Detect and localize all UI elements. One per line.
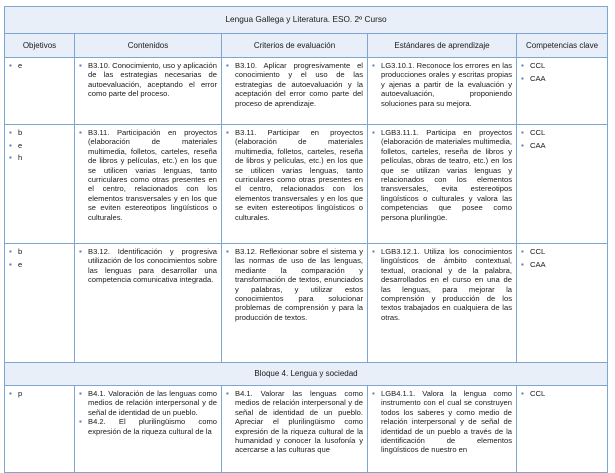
criterios-cell: [222, 244, 368, 363]
header-competencias: Competencias clave: [517, 34, 608, 58]
objetivos-cell: [5, 386, 75, 473]
bullet-icon: ▪: [521, 259, 524, 269]
bullet-icon: ▪: [9, 247, 12, 256]
list-item: ▪ CCL: [521, 389, 603, 402]
bullet-icon: ▪: [9, 259, 12, 269]
list-item: ▪ b: [9, 247, 70, 260]
block-title: Bloque 4. Lengua y sociedad: [5, 363, 608, 386]
list-item: ▪ B4.2. El plurilingüismo como expresión de la riqueza cultural de la: [79, 417, 217, 436]
block-row: [5, 363, 608, 386]
bullet-icon: ▪: [226, 247, 229, 256]
bullet-icon: ▪: [521, 247, 524, 256]
list-item: ▪ LGB3.11.1. Participa en proyectos (elaboración de materiales multimedia, folletos, carteles, reseña de libros y películas, obras de teatro, etc.) en los que se utilizan varias lenguas y relacionados con los elementos transversales, evita estereotipos lingüísticos o culturales y valora las competencias que posee como persona plurilingüe.: [372, 128, 512, 222]
list-item: ▪ h: [9, 153, 70, 166]
list-item: ▪ LGB4.1.1. Valora la lengua como instrumento con el cual se construyen todos los saberes y como medio de relación interpersonal y de señal de identidad de un pueblo a través de la identificación de elementos lingüísticos de nuestro en: [372, 389, 512, 455]
header-row: [5, 34, 608, 58]
bullet-icon: ▪: [9, 153, 12, 162]
bullet-icon: ▪: [521, 140, 524, 150]
competencias-cell: [517, 244, 608, 363]
bullet-icon: ▪: [9, 389, 12, 398]
objetivos-cell: [5, 125, 75, 244]
list-item: ▪ e: [9, 260, 70, 273]
bullet-icon: ▪: [372, 61, 375, 70]
table-title: Lengua Gallega y Literatura. ESO. 2º Curso: [5, 7, 608, 34]
list-item: ▪ e: [9, 61, 70, 74]
estandares-cell: [368, 125, 517, 244]
bullet-icon: ▪: [9, 128, 12, 137]
estandares-cell: [368, 58, 517, 125]
bullet-icon: ▪: [79, 389, 82, 398]
list-item: ▪ B3.11. Participar en proyectos (elaboración de materiales multimedia, folletos, carteles, reseña de libros y películas, etc.) en los que se utilicen varias lenguas, tanto curriculares como otras presentes en el centro, relacionados con los elementos transversales y en los que se eviten estereotipos lingüísticos o culturales.: [226, 128, 363, 222]
bullet-icon: ▪: [521, 73, 524, 83]
bullet-icon: ▪: [9, 140, 12, 150]
header-objetivos: Objetivos: [5, 34, 75, 58]
list-item: ▪ CAA: [521, 141, 603, 154]
title-row: [5, 7, 608, 34]
bullet-icon: ▪: [79, 61, 82, 70]
bullet-icon: ▪: [226, 389, 229, 398]
bullet-icon: ▪: [79, 247, 82, 256]
list-item: ▪ B3.12. Identificación y progresiva utilización de los conocimientos sobre las lenguas para desarrollar una competencia comunicativa integrada.: [79, 247, 217, 285]
competencias-cell: [517, 386, 608, 473]
bullet-icon: ▪: [372, 247, 375, 256]
criterios-cell: [222, 58, 368, 125]
list-item: ▪ B3.11. Participación en proyectos (elaboración de materiales multimedia, folletos, carteles, reseña de libros y películas, etc.) en los que se utilicen varias lenguas, tanto curriculares como otras presentes en el centro, relacionados con los elementos transversales y en los que se eviten estereotipos lingüísticos o culturales.: [79, 128, 217, 222]
table-row: [5, 244, 608, 363]
bullet-icon: ▪: [521, 128, 524, 137]
header-criterios: Criterios de evaluación: [222, 34, 368, 58]
bullet-icon: ▪: [521, 389, 524, 398]
competencias-cell: [517, 58, 608, 125]
list-item: ▪ b: [9, 128, 70, 141]
bullet-icon: ▪: [79, 417, 82, 427]
bullet-icon: ▪: [372, 389, 375, 398]
estandares-cell: [368, 244, 517, 363]
criterios-cell: [222, 125, 368, 244]
list-item: ▪ B3.12. Reflexionar sobre el sistema y las normas de uso de las lenguas, mediante la comparación y transformación de textos, enunciados y palabras, y utilizar estos conocimientos para solucionar problemas de comprensión y para la producción de textos.: [226, 247, 363, 322]
list-item: ▪ LGB3.12.1. Utiliza los conocimientos lingüísticos de ámbito contextual, textual, oracional y de la palabra, desarrollados en el curso en una de las lenguas, para mejorar la comprensión y producción de los textos trabajados en cualquiera de las otras.: [372, 247, 512, 322]
bullet-icon: ▪: [372, 128, 375, 137]
bullet-icon: ▪: [521, 61, 524, 70]
list-item: ▪ CCL: [521, 61, 603, 74]
list-item: ▪ p: [9, 389, 70, 402]
list-item: ▪ CAA: [521, 260, 603, 273]
contenidos-cell: [75, 386, 222, 473]
criterios-cell: [222, 386, 368, 473]
bullet-icon: ▪: [226, 128, 229, 137]
list-item: ▪ B4.1. Valoración de las lenguas como medios de relación interpersonal y de señal de identidad de un pueblo.: [79, 389, 217, 417]
bullet-icon: ▪: [226, 61, 229, 70]
list-item: ▪ B3.10. Aplicar progresivamente el conocimiento y el uso de las estrategias de autoevaluación y la aceptación del error como parte del proceso de aprendizaje.: [226, 61, 363, 108]
list-item: ▪ B4.1. Valorar las lenguas como medios de relación interpersonal y de señal de identidad de un pueblo. Apreciar el plurilingüismo como expresión de la riqueza cultural de la humanidad y conocer la lusofonía y acercarse a las culturas que: [226, 389, 363, 455]
list-item: ▪ CCL: [521, 128, 603, 141]
list-item: ▪ CCL: [521, 247, 603, 260]
estandares-cell: [368, 386, 517, 473]
contenidos-cell: [75, 125, 222, 244]
curriculum-table: [4, 6, 608, 473]
list-item: ▪ LG3.10.1. Reconoce los errores en las producciones orales y escritas propias y ajenas a partir de la evaluación y autoevaluación, proponiendo soluciones para su mejora.: [372, 61, 512, 108]
objetivos-cell: [5, 58, 75, 125]
list-item: ▪ B3.10. Conocimiento, uso y aplicación de las estrategias necesarias de autoevaluación, aceptando el error como parte del proceso.: [79, 61, 217, 99]
competencias-cell: [517, 125, 608, 244]
table-row: [5, 125, 608, 244]
objetivos-cell: [5, 244, 75, 363]
contenidos-cell: [75, 244, 222, 363]
header-contenidos: Contenidos: [75, 34, 222, 58]
table-row: [5, 58, 608, 125]
contenidos-cell: [75, 58, 222, 125]
list-item: ▪ CAA: [521, 74, 603, 87]
bullet-icon: ▪: [79, 128, 82, 137]
header-estandares: Estándares de aprendizaje: [368, 34, 517, 58]
table-row: [5, 386, 608, 473]
list-item: ▪ e: [9, 141, 70, 154]
bullet-icon: ▪: [9, 61, 12, 70]
